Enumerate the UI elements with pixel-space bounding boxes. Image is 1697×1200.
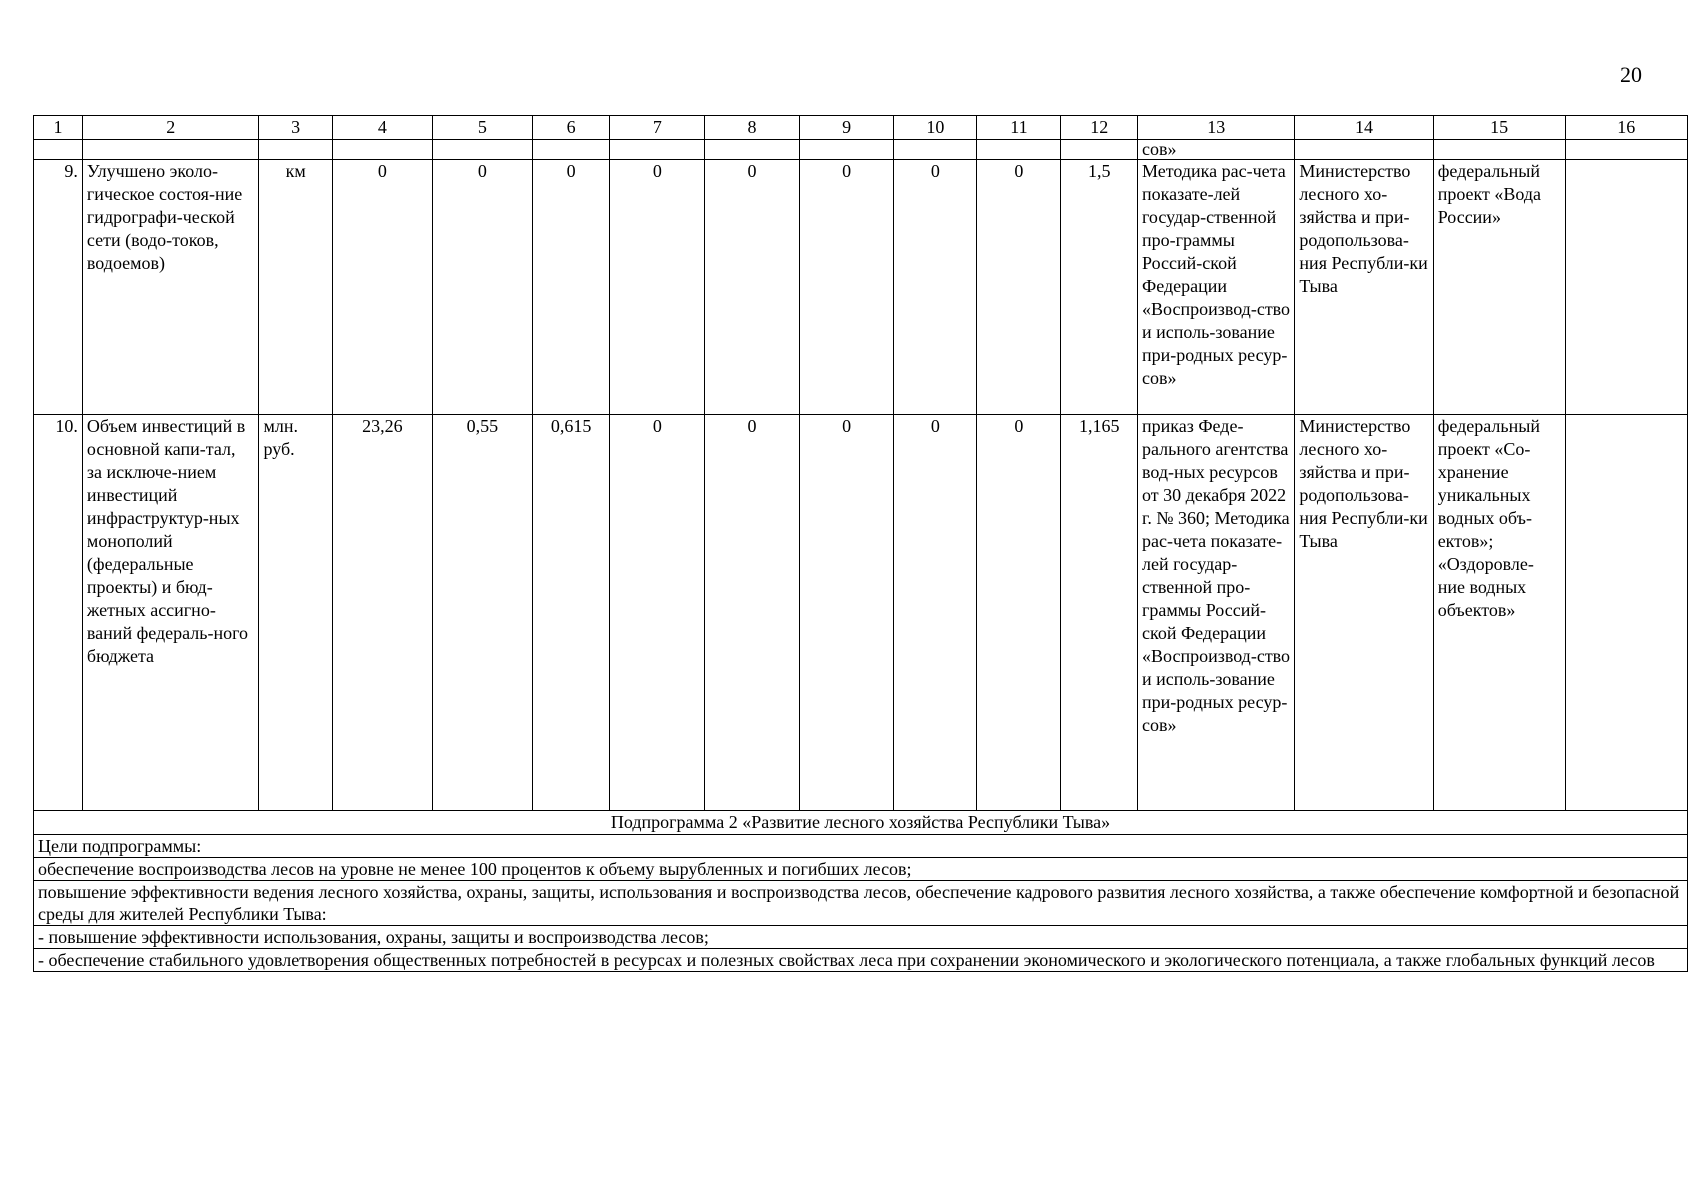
- value-cell: 0: [977, 415, 1061, 811]
- col-header: 14: [1295, 116, 1433, 140]
- indicator-name: Объем инвестиций в основной капи-тал, за исключе-нием инвестиций инфраструктур-ных монополий (федеральные проекты) и бюд-жетных ассигно-ваний федераль-ного бюджета: [82, 415, 259, 811]
- goal-row: [34, 881, 1688, 926]
- indicators-table: [33, 115, 1688, 972]
- value-cell: 0: [332, 160, 432, 415]
- table-row: [34, 415, 1688, 811]
- goal-row: [34, 858, 1688, 881]
- col-header: 5: [432, 116, 532, 140]
- value-cell: 0: [610, 160, 705, 415]
- col-header: 10: [894, 116, 977, 140]
- col16-cell: [1565, 160, 1687, 415]
- col-header: 11: [977, 116, 1061, 140]
- table-row: [34, 160, 1688, 415]
- value-cell: 23,26: [332, 415, 432, 811]
- row-number: 9.: [34, 160, 83, 415]
- goal-item: - обеспечение стабильного удовлетворения общественных потребностей в ресурсах и полезных свойствах леса при сохранении экономического и экологического потенциала, а также глобальных функций лесов: [34, 949, 1688, 972]
- value-cell: 0: [977, 160, 1061, 415]
- continuation-text: сов»: [1138, 140, 1295, 160]
- subprogram-title: Подпрограмма 2 «Развитие лесного хозяйства Республики Тыва»: [34, 811, 1688, 835]
- subprogram-title-row: [34, 811, 1688, 835]
- goal-row: [34, 835, 1688, 858]
- value-cell: 0: [432, 160, 532, 415]
- method-cell: Методика рас-чета показате-лей государ-ственной про-граммы Россий-ской Федерации «Воспроизвод-ство и исполь-зование при-родных ресур-сов»: [1138, 160, 1295, 415]
- value-cell: 0: [532, 160, 610, 415]
- goals-heading: Цели подпрограммы:: [34, 835, 1688, 858]
- value-cell: 0: [705, 160, 800, 415]
- col-header: 8: [705, 116, 800, 140]
- goal-row: [34, 949, 1688, 972]
- value-cell: 0,55: [432, 415, 532, 811]
- column-number-row: [34, 116, 1688, 140]
- col-header: 1: [34, 116, 83, 140]
- responsible-cell: Министерство лесного хо-зяйства и при-родопользова-ния Республи-ки Тыва: [1295, 415, 1433, 811]
- value-cell: 0: [799, 415, 894, 811]
- col-header: 9: [799, 116, 894, 140]
- project-cell: федеральный проект «Вода России»: [1433, 160, 1565, 415]
- col-header: 15: [1433, 116, 1565, 140]
- unit: млн. руб.: [259, 415, 332, 811]
- col-header: 6: [532, 116, 610, 140]
- method-cell: приказ Феде-рального агентства вод-ных ресурсов от 30 декабря 2022 г. № 360; Методика рас-чета показате-лей государ-ственной про-граммы Россий-ской Федерации «Воспроизвод-ство и исполь-зование при-родных ресур-сов»: [1138, 415, 1295, 811]
- continuation-row: [34, 140, 1688, 160]
- page-number: 20: [1620, 62, 1642, 87]
- col-header: 3: [259, 116, 332, 140]
- value-cell: 1,5: [1061, 160, 1138, 415]
- goal-row: [34, 926, 1688, 949]
- col-header: 4: [332, 116, 432, 140]
- col-header: 12: [1061, 116, 1138, 140]
- value-cell: 0: [610, 415, 705, 811]
- unit: км: [259, 160, 332, 415]
- value-cell: 0,615: [532, 415, 610, 811]
- col-header: 7: [610, 116, 705, 140]
- col16-cell: [1565, 415, 1687, 811]
- value-cell: 0: [894, 160, 977, 415]
- indicator-name: Улучшено эколо-гическое состоя-ние гидрографи-ческой сети (водо-токов, водоемов): [82, 160, 259, 415]
- row-number: 10.: [34, 415, 83, 811]
- col-header: 13: [1138, 116, 1295, 140]
- goal-item: повышение эффективности ведения лесного хозяйства, охраны, защиты, использования и воспроизводства лесов, обеспечение кадрового развития лесного хозяйства, а также обеспечение комфортной и безопасной среды для жителей Республики Тыва:: [34, 881, 1688, 926]
- goal-item: обеспечение воспроизводства лесов на уровне не менее 100 процентов к объему вырубленных и погибших лесов;: [34, 858, 1688, 881]
- value-cell: 1,165: [1061, 415, 1138, 811]
- value-cell: 0: [799, 160, 894, 415]
- col-header: 2: [82, 116, 259, 140]
- value-cell: 0: [894, 415, 977, 811]
- col-header: 16: [1565, 116, 1687, 140]
- responsible-cell: Министерство лесного хо-зяйства и при-родопользова-ния Республи-ки Тыва: [1295, 160, 1433, 415]
- value-cell: 0: [705, 415, 800, 811]
- project-cell: федеральный проект «Со-хранение уникальных водных объ-ектов»; «Оздоровле-ние водных объектов»: [1433, 415, 1565, 811]
- goal-item: - повышение эффективности использования, охраны, защиты и воспроизводства лесов;: [34, 926, 1688, 949]
